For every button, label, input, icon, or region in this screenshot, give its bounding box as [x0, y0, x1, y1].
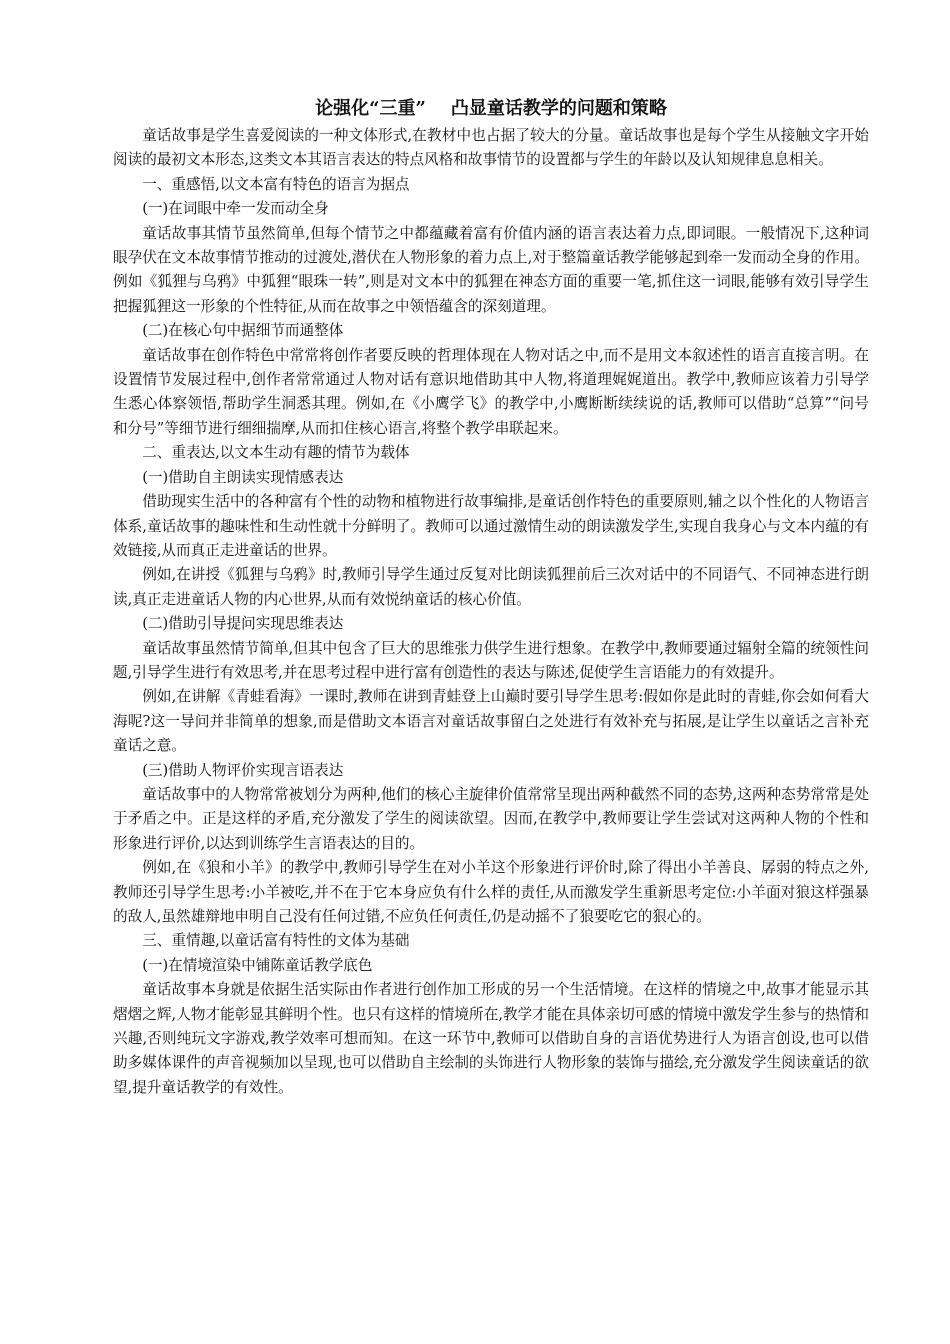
- paragraph: 例如,在讲授《狐狸与乌鸦》时,教师引导学生通过反复对比朗读狐狸前后三次对话中的不同语气、不同神态进行朗读,真正走进童话人物的内心世界,从而有效悦纳童话的核心价值。: [113, 566, 869, 608]
- paragraph: 例如,在讲解《青蛙看海》一课时,教师在讲到青蛙登上山巅时要引导学生思考:假如你是此时的青蛙,你会如何看大海呢?这一导问并非简单的想象,而是借助文本语言对童话故事留白之处进行有效补充与拓展,是让学生以童话之言补充童话之意。: [113, 688, 869, 755]
- subsection-heading: (一)借助自主朗读实现情感表达: [142, 468, 344, 486]
- subsection-heading: (二)借助引导提问实现思维表达: [142, 615, 344, 633]
- section-heading: 一、重感悟,以文本富有特色的语言为据点: [142, 175, 410, 193]
- section-heading: 三、重情趣,以童话富有特性的文体为基础: [142, 932, 410, 950]
- paragraph: 童话故事是学生喜爱阅读的一种文体形式,在教材中也占据了较大的分量。童话故事也是每个学生从接触文字开始阅读的最初文本形态,这类文本其语言表达的特点风格和故事情节的设置都与学生的年龄以及认知规律息息相关。: [113, 127, 869, 169]
- paragraph: 借助现实生活中的各种富有个性的动物和植物进行故事编排,是童话创作特色的重要原则,辅之以个性化的人物语言体系,童话故事的趣味性和生动性就十分鲜明了。教师可以通过激情生动的朗读激发学生,实现自我身心与文本内蕴的有效链接,从而真正走进童话的世界。: [113, 493, 869, 559]
- paragraph: 童话故事虽然情节简单,但其中包含了巨大的思维张力供学生进行想象。在教学中,教师要通过辐射全篇的统领性问题,引导学生进行有效思考,并在思考过程中进行富有创造性的表达与陈述,促使学生言语能力的有效提升。: [113, 639, 869, 681]
- document-title: 论强化“三重” 凸显童话教学的问题和策略: [315, 98, 667, 119]
- paragraph: 童话故事在创作特色中常常将创作者要反映的哲理体现在人物对话之中,而不是用文本叙述性的语言直接言明。在设置情节发展过程中,创作者常常通过人物对话有意识地借助其中人物,将道理娓娓道出。教学中,教师应该着力引导学生悉心体察领悟,帮助学生洞悉其理。例如,在《小鹰学飞》的教学中,小鹰断断续续说的话,教师可以借助“总算”“问号和分号”等细节进行细细揣摩,从而扣住核心语言,将整个教学串联起来。: [113, 346, 869, 437]
- section-heading: 二、重表达,以文本生动有趣的情节为载体: [142, 444, 410, 462]
- paragraph: 童话故事中的人物常常被划分为两种,他们的核心主旋律价值常常呈现出两种截然不同的态势,这两种态势常常是处于矛盾之中。正是这样的矛盾,充分激发了学生的阅读欲望。因而,在教学中,教师要让学生尝试对这两种人物的个性和形象进行评价,以达到训练学生言语表达的目的。: [113, 785, 869, 852]
- paragraph: 童话故事本身就是依据生活实际由作者进行创作加工形成的另一个生活情境。在这样的情境之中,故事才能显示其熠熠之辉,人物才能彰显其鲜明个性。也只有这样的情境所在,教学才能在具体亲切可感的情境中激发学生参与的热情和兴趣,否则纯玩文字游戏,教学效率可想而知。在这一环节中,教师可以借助自身的言语优势进行人为语言创设,也可以借助多媒体课件的声音视频加以呈现,也可以借助自主绘制的头饰进行人物形象的装饰与描绘,充分激发学生阅读童话的欲望,提升童话教学的有效性。: [113, 981, 869, 1096]
- subsection-heading: (三)借助人物评价实现言语表达: [142, 761, 344, 779]
- paragraph: 例如,在《狼和小羊》的教学中,教师引导学生在对小羊这个形象进行评价时,除了得出小羊善良、孱弱的特点之外,教师还引导学生思考:小羊被吃,并不在于它本身应负有什么样的责任,从而激发学生重新思考定位:小羊面对狼这样强暴的敌人,虽然雄辩地申明自己没有任何过错,不应负任何责任,仍是动摇不了狼要吃它的狠心的。: [113, 859, 869, 925]
- subsection-heading: (一)在词眼中牵一发而动全身: [142, 200, 329, 218]
- document-page: [113, 96, 869, 1100]
- subsection-heading: (二)在核心句中据细节而通整体: [142, 322, 344, 340]
- paragraph: 童话故事其情节虽然简单,但每个情节之中都蕴藏着富有价值内涵的语言表达着力点,即词眼。一般情况下,这种词眼孕伏在文本故事情节推动的过渡处,潜伏在人物形象的着力点上,对于整篇童话教学能够起到牵一发而动全身的作用。例如《狐狸与乌鸦》中狐狸“眼珠一转”,则是对文本中的狐狸在神态方面的重要一笔,抓住这一词眼,能够有效引导学生把握狐狸这一形象的个性特征,从而在故事之中领悟蕴含的深刻道理。: [113, 224, 869, 315]
- subsection-heading: (一)在情境渲染中铺陈童话教学底色: [142, 956, 373, 974]
